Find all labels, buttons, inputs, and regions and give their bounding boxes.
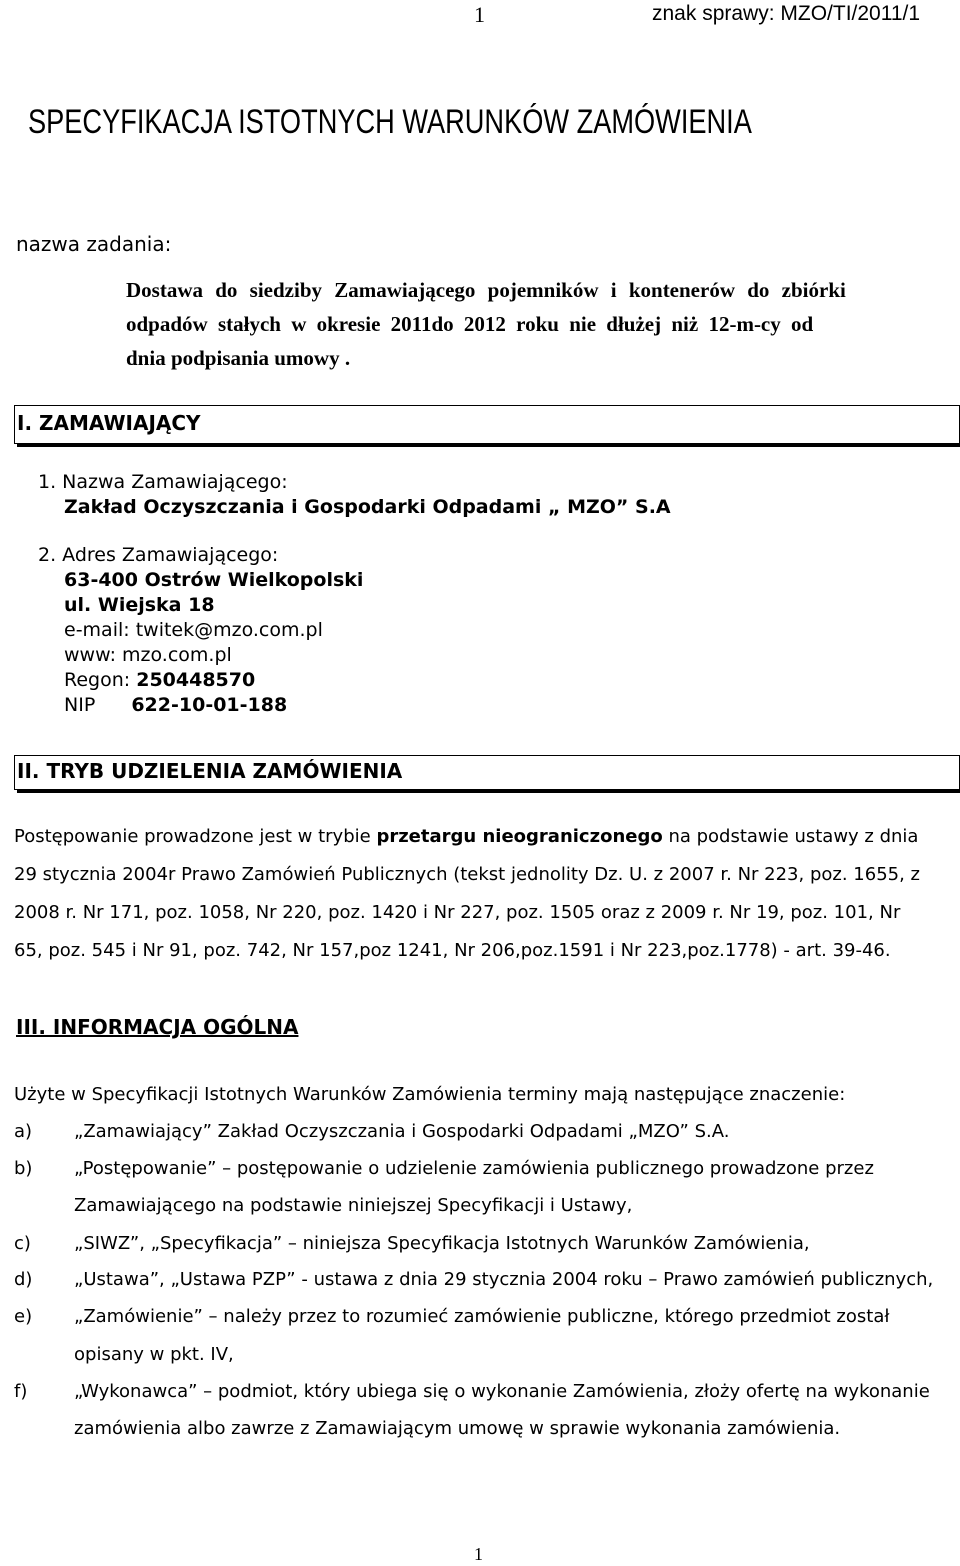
definition-text: „SIWZ”, „Specyfikacja” – niniejsza Specyfikacja Istotnych Warunków Zamówienia, [74, 1233, 810, 1254]
definition-mark: c) [14, 1233, 31, 1254]
procedure-type: przetargu nieograniczonego [376, 826, 663, 847]
definition-text: opisany w pkt. IV, [74, 1344, 234, 1365]
procedure-line: 2008 r. Nr 171, poz. 1058, Nr 220, poz. 1420 i Nr 227, poz. 1505 oraz z 2009 r. Nr 19, poz. 101, Nr [14, 902, 901, 923]
authority-name-label: 1. Nazwa Zamawiającego: [38, 471, 288, 493]
regon-label: Regon: [64, 669, 131, 691]
section-heading-contracting-authority: I. ZAMAWIAJĄCY [14, 405, 960, 444]
section-heading-procedure: II. TRYB UDZIELENIA ZAMÓWIENIA [14, 755, 960, 790]
nip-value: 622-10-01-188 [131, 694, 288, 716]
definition-text: zamówienia albo zawrze z Zamawiającym umowę w sprawie wykonania zamówienia. [74, 1418, 841, 1439]
email-link[interactable]: twitek@mzo.com.pl [135, 619, 323, 641]
www-link[interactable]: mzo.com.pl [122, 644, 232, 666]
definition-text: „Zamawiający” Zakład Oczyszczania i Gospodarki Odpadami „MZO” S.A. [74, 1121, 730, 1142]
authority-name: Zakład Oczyszczania i Gospodarki Odpadami „ MZO” S.A [64, 496, 671, 518]
email-row [64, 619, 323, 641]
nip-label: NIP [64, 694, 96, 716]
definition-text: „Wykonawca” – podmiot, który ubiega się o wykonanie Zamówienia, złoży ofertę na wykonanie [74, 1381, 930, 1402]
page-number-top: 1 [474, 2, 485, 27]
email-label: e-mail: [64, 619, 130, 641]
address-line: 63-400 Ostrów Wielkopolski [64, 569, 364, 591]
procedure-line: 29 stycznia 2004r Prawo Zamówień Publicznych (tekst jednolity Dz. U. z 2007 r. Nr 223, poz. 1655, z [14, 864, 920, 885]
definitions-intro: Użyte w Specyfikacji Istotnych Warunków Zamówienia terminy mają następujące znaczenie: [14, 1084, 846, 1105]
definition-mark: e) [14, 1306, 33, 1327]
www-label: www: [64, 644, 116, 666]
document-title: SPECYFIKACJA ISTOTNYCH WARUNKÓW ZAMÓWIENIA [28, 103, 752, 141]
definition-mark: a) [14, 1121, 33, 1142]
regon-value: 250448570 [136, 669, 256, 691]
definition-mark: b) [14, 1158, 33, 1179]
procedure-line [14, 826, 918, 847]
definition-mark: f) [14, 1381, 28, 1402]
www-row [64, 644, 232, 666]
task-line: Dostawa do siedziby Zamawiającego pojemników i kontenerów do zbiórki [126, 278, 846, 302]
task-label: nazwa zadania: [16, 232, 172, 256]
procedure-line: 65, poz. 545 i Nr 91, poz. 742, Nr 157,poz 1241, Nr 206,poz.1591 i Nr 223,poz.1778) - art. 39-46. [14, 940, 891, 961]
procedure-text: Postępowanie prowadzone jest w trybie [14, 826, 377, 847]
definition-text: Zamawiającego na podstawie niniejszej Specyfikacji i Ustawy, [74, 1195, 633, 1216]
definition-mark: d) [14, 1269, 33, 1290]
definition-text: „Postępowanie” – postępowanie o udzielenie zamówienia publicznego prowadzone przez [74, 1158, 874, 1179]
task-line: dnia podpisania umowy . [126, 346, 351, 370]
procedure-text: na podstawie ustawy z dnia [662, 826, 919, 847]
section-heading-general-info: III. INFORMACJA OGÓLNA [16, 1015, 299, 1039]
task-line: odpadów stałych w okresie 2011do 2012 roku nie dłużej niż 12-m-cy od [126, 312, 814, 336]
authority-address-label: 2. Adres Zamawiającego: [38, 544, 279, 566]
nip-row [64, 694, 287, 716]
definition-text: „Zamówienie” – należy przez to rozumieć zamówienie publiczne, którego przedmiot został [74, 1306, 890, 1327]
definition-text: „Ustawa”, „Ustawa PZP” - ustawa z dnia 29 stycznia 2004 roku – Prawo zamówień publicznych, [74, 1269, 934, 1290]
address-line: ul. Wiejska 18 [64, 594, 215, 616]
page-number-bottom: 1 [474, 1544, 483, 1564]
regon-row [64, 669, 255, 691]
case-reference: znak sprawy: MZO/TI/2011/1 [652, 2, 921, 25]
